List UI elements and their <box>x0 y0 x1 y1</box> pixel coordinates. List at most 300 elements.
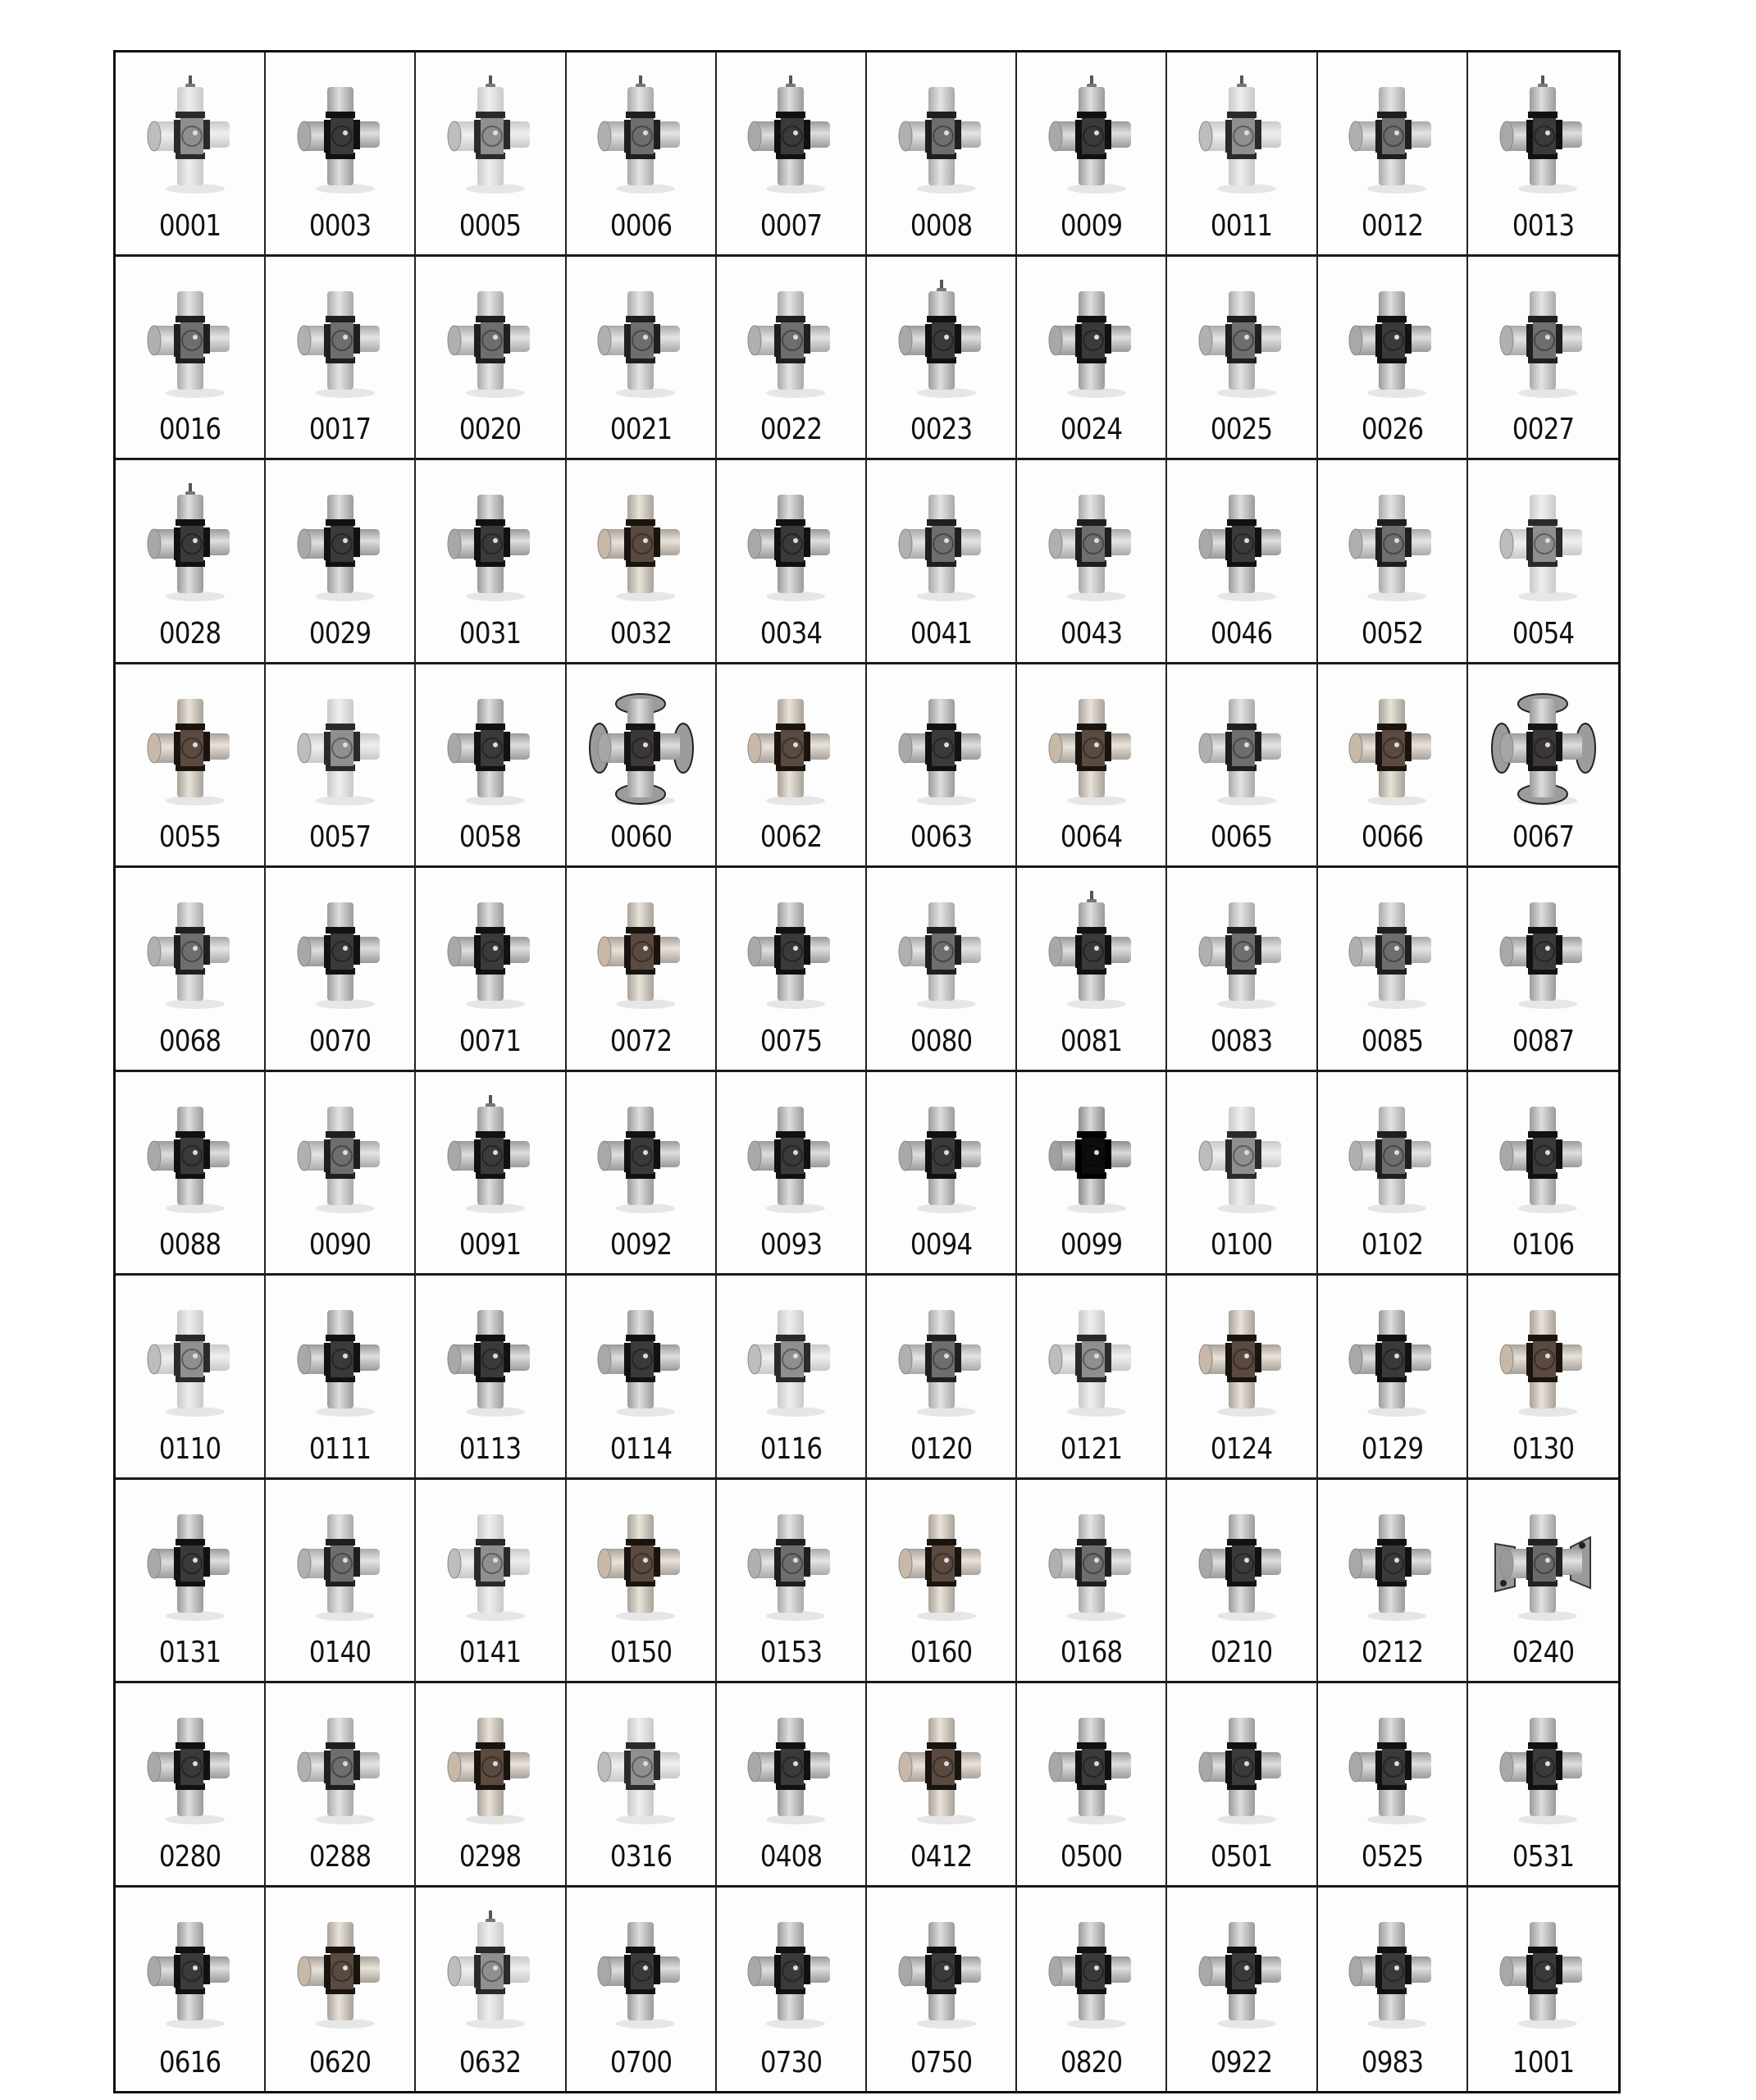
catalog-cell-0022[interactable] <box>717 257 867 461</box>
part-number-label: 0060 <box>609 820 672 854</box>
universal-joint-icon <box>1188 889 1296 1012</box>
part-number-label: 0028 <box>158 616 221 651</box>
part-number-label: 0116 <box>759 1431 823 1466</box>
universal-joint-icon <box>586 278 695 401</box>
universal-joint-icon <box>286 1501 395 1624</box>
universal-joint-icon <box>887 686 996 809</box>
catalog-cell-0005[interactable] <box>416 52 566 257</box>
universal-joint-icon <box>737 1909 845 2032</box>
universal-joint-icon <box>737 1297 845 1420</box>
catalog-cell-0316[interactable] <box>567 1683 717 1888</box>
universal-joint-icon <box>1188 1093 1296 1217</box>
universal-joint-icon <box>1489 1705 1597 1828</box>
catalog-cell-0298[interactable] <box>416 1683 566 1888</box>
part-number-label: 0500 <box>1060 1839 1123 1874</box>
catalog-cell-0026[interactable] <box>1318 257 1468 461</box>
catalog-cell-0043[interactable] <box>1017 460 1167 664</box>
catalog-cell-0114[interactable] <box>567 1276 717 1480</box>
part-number-label: 0110 <box>158 1431 221 1466</box>
universal-joint-icon <box>737 889 845 1012</box>
part-number-label: 0032 <box>609 616 672 651</box>
universal-joint-icon <box>1038 278 1146 401</box>
part-number-label: 0066 <box>1361 820 1423 854</box>
catalog-cell-0016[interactable] <box>116 257 266 461</box>
catalog-cell-0080[interactable] <box>867 868 1017 1072</box>
universal-joint-icon <box>286 1705 395 1828</box>
part-number-label: 0065 <box>1211 820 1273 854</box>
part-number-label: 0022 <box>759 413 823 446</box>
universal-joint-icon <box>1489 74 1597 197</box>
universal-joint-icon <box>1188 482 1296 605</box>
universal-joint-icon <box>586 686 695 809</box>
part-number-label: 0093 <box>759 1228 823 1262</box>
part-number-label: 0616 <box>158 2046 221 2079</box>
catalog-cell-0153[interactable] <box>717 1480 867 1684</box>
universal-joint-icon <box>737 1705 845 1828</box>
universal-joint-icon <box>1338 1501 1446 1624</box>
part-number-label: 0062 <box>759 820 823 854</box>
catalog-cell-0041[interactable] <box>867 460 1017 664</box>
part-number-label: 1001 <box>1512 2046 1575 2079</box>
universal-joint-icon <box>436 686 545 809</box>
part-number-label: 0017 <box>309 413 372 446</box>
catalog-cell-0075[interactable] <box>717 868 867 1072</box>
universal-joint-icon <box>1338 889 1446 1012</box>
catalog-cell-0063[interactable] <box>867 664 1017 869</box>
part-number-label: 0054 <box>1512 616 1575 651</box>
universal-joint-icon <box>1338 278 1446 401</box>
catalog-cell-0240[interactable] <box>1468 1480 1618 1684</box>
part-number-label: 0012 <box>1361 208 1423 243</box>
part-number-label: 0102 <box>1361 1228 1423 1262</box>
catalog-cell-0029[interactable] <box>266 460 416 664</box>
part-number-label: 0150 <box>609 1636 672 1669</box>
universal-joint-icon <box>436 482 545 605</box>
catalog-cell-0140[interactable] <box>266 1480 416 1684</box>
universal-joint-icon <box>737 1501 845 1624</box>
universal-joint-icon <box>586 1501 695 1624</box>
part-number-label: 0240 <box>1512 1636 1575 1669</box>
part-number-label: 0212 <box>1361 1636 1423 1669</box>
part-number-label: 0046 <box>1211 616 1273 651</box>
catalog-cell-0730[interactable] <box>717 1888 867 2092</box>
part-number-label: 0412 <box>910 1839 973 1874</box>
part-number-label: 0983 <box>1361 2046 1423 2079</box>
universal-joint-icon <box>436 1909 545 2032</box>
part-number-label: 0121 <box>1060 1431 1123 1466</box>
catalog-cell-0111[interactable] <box>266 1276 416 1480</box>
catalog-cell-0130[interactable] <box>1468 1276 1618 1480</box>
catalog-cell-0025[interactable] <box>1167 257 1317 461</box>
part-number-label: 0055 <box>158 820 221 854</box>
universal-joint-icon <box>586 74 695 197</box>
universal-joint-icon <box>286 1093 395 1217</box>
universal-joint-icon <box>586 889 695 1012</box>
catalog-cell-0116[interactable] <box>717 1276 867 1480</box>
universal-joint-icon <box>1038 74 1146 197</box>
part-number-label: 0129 <box>1361 1431 1423 1466</box>
catalog-cell-0099[interactable] <box>1017 1072 1167 1276</box>
universal-joint-icon <box>887 74 996 197</box>
universal-joint-icon <box>136 74 244 197</box>
catalog-cell-0632[interactable] <box>416 1888 566 2092</box>
part-number-label: 0020 <box>459 413 522 446</box>
catalog-cell-0017[interactable] <box>266 257 416 461</box>
part-number-label: 0114 <box>609 1431 672 1466</box>
universal-joint-icon <box>586 1297 695 1420</box>
universal-joint-icon <box>286 686 395 809</box>
universal-joint-icon <box>586 482 695 605</box>
catalog-cell-0210[interactable] <box>1167 1480 1317 1684</box>
part-number-label: 0021 <box>609 413 672 446</box>
catalog-cell-0100[interactable] <box>1167 1072 1317 1276</box>
catalog-cell-0150[interactable] <box>567 1480 717 1684</box>
catalog-cell-0027[interactable] <box>1468 257 1618 461</box>
catalog-cell-0616[interactable] <box>116 1888 266 2092</box>
part-number-label: 0141 <box>459 1636 522 1669</box>
catalog-cell-0124[interactable] <box>1167 1276 1317 1480</box>
universal-joint-icon <box>286 74 395 197</box>
part-number-label: 0025 <box>1211 413 1273 446</box>
universal-joint-icon <box>436 278 545 401</box>
part-number-label: 0083 <box>1211 1024 1273 1058</box>
universal-joint-icon <box>1038 1501 1146 1624</box>
catalog-cell-0007[interactable] <box>717 52 867 257</box>
part-number-label: 0009 <box>1060 208 1123 243</box>
universal-joint-icon <box>586 1909 695 2032</box>
part-number-label: 0075 <box>759 1024 823 1058</box>
catalog-cell-0121[interactable] <box>1017 1276 1167 1480</box>
catalog-cell-0068[interactable] <box>116 868 266 1072</box>
catalog-cell-0081[interactable] <box>1017 868 1167 1072</box>
universal-joint-icon <box>136 482 244 605</box>
universal-joint-icon <box>1188 686 1296 809</box>
catalog-cell-0052[interactable] <box>1318 460 1468 664</box>
catalog-cell-0280[interactable] <box>116 1683 266 1888</box>
universal-joint-icon <box>436 1705 545 1828</box>
part-number-label: 0408 <box>759 1839 823 1874</box>
part-number-label: 0730 <box>759 2046 823 2079</box>
part-number-label: 0280 <box>158 1839 221 1874</box>
part-number-label: 0034 <box>759 616 823 651</box>
part-number-label: 0016 <box>158 413 221 446</box>
catalog-cell-0008[interactable] <box>867 52 1017 257</box>
universal-joint-icon <box>1338 1705 1446 1828</box>
universal-joint-icon <box>586 1705 695 1828</box>
universal-joint-icon <box>286 889 395 1012</box>
catalog-cell-0062[interactable] <box>717 664 867 869</box>
universal-joint-icon <box>1188 278 1296 401</box>
universal-joint-icon <box>1489 1093 1597 1217</box>
universal-joint-icon <box>436 1297 545 1420</box>
universal-joint-icon <box>887 278 996 401</box>
universal-joint-icon <box>586 1093 695 1217</box>
universal-joint-icon <box>737 686 845 809</box>
part-number-label: 0081 <box>1060 1024 1123 1058</box>
universal-joint-icon <box>136 1297 244 1420</box>
catalog-cell-0067[interactable] <box>1468 664 1618 869</box>
universal-joint-icon <box>286 1909 395 2032</box>
part-number-label: 0007 <box>759 208 823 243</box>
part-number-label: 0140 <box>309 1636 372 1669</box>
universal-joint-icon <box>1489 1909 1597 2032</box>
catalog-cell-0983[interactable] <box>1318 1888 1468 2092</box>
catalog-cell-0500[interactable] <box>1017 1683 1167 1888</box>
catalog-cell-0001[interactable] <box>116 52 266 257</box>
catalog-cell-0083[interactable] <box>1167 868 1317 1072</box>
part-number-label: 0011 <box>1211 208 1273 243</box>
universal-joint-icon <box>1038 889 1146 1012</box>
universal-joint-icon <box>136 1093 244 1217</box>
universal-joint-icon <box>887 1909 996 2032</box>
part-number-label: 0057 <box>309 820 372 854</box>
part-number-label: 0087 <box>1512 1024 1575 1058</box>
universal-joint-icon <box>136 1909 244 2032</box>
universal-joint-icon <box>1038 1705 1146 1828</box>
catalog-cell-0064[interactable] <box>1017 664 1167 869</box>
part-number-label: 0168 <box>1060 1636 1123 1669</box>
part-number-label: 0922 <box>1211 2046 1273 2079</box>
universal-joint-icon <box>1489 1501 1597 1624</box>
catalog-cell-0408[interactable] <box>717 1683 867 1888</box>
part-number-label: 0001 <box>158 208 221 243</box>
catalog-cell-0006[interactable] <box>567 52 717 257</box>
catalog-cell-0028[interactable] <box>116 460 266 664</box>
catalog-cell-0057[interactable] <box>266 664 416 869</box>
catalog-cell-0032[interactable] <box>567 460 717 664</box>
catalog-cell-0160[interactable] <box>867 1480 1017 1684</box>
universal-joint-icon <box>887 1501 996 1624</box>
universal-joint-icon <box>1038 686 1146 809</box>
universal-joint-icon <box>1338 1909 1446 2032</box>
catalog-cell-0021[interactable] <box>567 257 717 461</box>
catalog-cell-0020[interactable] <box>416 257 566 461</box>
catalog-cell-0023[interactable] <box>867 257 1017 461</box>
part-number-label: 0632 <box>459 2046 522 2079</box>
part-number-label: 0100 <box>1211 1228 1273 1262</box>
universal-joint-icon <box>286 1297 395 1420</box>
catalog-cell-0288[interactable] <box>266 1683 416 1888</box>
catalog-cell-0131[interactable] <box>116 1480 266 1684</box>
part-number-label: 0008 <box>910 208 973 243</box>
catalog-cell-0058[interactable] <box>416 664 566 869</box>
part-number-label: 0099 <box>1060 1228 1123 1262</box>
universal-joint-icon <box>887 1093 996 1217</box>
part-number-label: 0003 <box>309 208 372 243</box>
part-number-label: 0091 <box>459 1228 522 1262</box>
universal-joint-icon <box>136 889 244 1012</box>
universal-joint-icon <box>737 482 845 605</box>
catalog-cell-0013[interactable] <box>1468 52 1618 257</box>
universal-joint-icon <box>1188 1909 1296 2032</box>
universal-joint-icon <box>887 482 996 605</box>
catalog-cell-0501[interactable] <box>1167 1683 1317 1888</box>
part-number-label: 0316 <box>609 1839 672 1874</box>
part-number-label: 0052 <box>1361 616 1423 651</box>
part-number-label: 0210 <box>1211 1636 1273 1669</box>
part-number-label: 0106 <box>1512 1228 1575 1262</box>
part-number-label: 0027 <box>1512 413 1575 446</box>
catalog-cell-0120[interactable] <box>867 1276 1017 1480</box>
universal-joint-icon <box>1188 1501 1296 1624</box>
catalog-cell-0085[interactable] <box>1318 868 1468 1072</box>
universal-joint-icon <box>136 278 244 401</box>
universal-joint-icon <box>1038 1093 1146 1217</box>
catalog-cell-0071[interactable] <box>416 868 566 1072</box>
part-number-label: 0026 <box>1361 413 1423 446</box>
catalog-cell-0090[interactable] <box>266 1072 416 1276</box>
universal-joint-icon <box>1338 74 1446 197</box>
part-number-label: 0111 <box>309 1431 372 1466</box>
catalog-cell-0003[interactable] <box>266 52 416 257</box>
part-number-label: 0131 <box>158 1636 221 1669</box>
part-number-label: 0090 <box>309 1228 372 1262</box>
universal-joint-icon <box>737 278 845 401</box>
part-number-label: 0094 <box>910 1228 973 1262</box>
part-number-label: 0068 <box>158 1024 221 1058</box>
part-number-label: 0006 <box>609 208 672 243</box>
catalog-cell-0141[interactable] <box>416 1480 566 1684</box>
catalog-cell-0820[interactable] <box>1017 1888 1167 2092</box>
part-number-label: 0024 <box>1060 413 1123 446</box>
catalog-cell-0106[interactable] <box>1468 1072 1618 1276</box>
part-number-label: 0070 <box>309 1024 372 1058</box>
catalog-cell-0700[interactable] <box>567 1888 717 2092</box>
part-number-label: 0525 <box>1361 1839 1423 1874</box>
universal-joint-catalog-grid <box>113 50 1621 2093</box>
catalog-cell-0620[interactable] <box>266 1888 416 2092</box>
catalog-cell-0034[interactable] <box>717 460 867 664</box>
part-number-label: 0750 <box>910 2046 973 2079</box>
part-number-label: 0005 <box>459 208 522 243</box>
catalog-cell-0088[interactable] <box>116 1072 266 1276</box>
catalog-cell-0066[interactable] <box>1318 664 1468 869</box>
part-number-label: 0085 <box>1361 1024 1423 1058</box>
part-number-label: 0288 <box>309 1839 372 1874</box>
catalog-cell-0024[interactable] <box>1017 257 1167 461</box>
part-number-label: 0072 <box>609 1024 672 1058</box>
part-number-label: 0820 <box>1060 2046 1123 2079</box>
universal-joint-icon <box>737 1093 845 1217</box>
universal-joint-icon <box>1188 74 1296 197</box>
catalog-cell-0072[interactable] <box>567 868 717 1072</box>
catalog-cell-0212[interactable] <box>1318 1480 1468 1684</box>
universal-joint-icon <box>1038 482 1146 605</box>
catalog-cell-0525[interactable] <box>1318 1683 1468 1888</box>
catalog-cell-0750[interactable] <box>867 1888 1017 2092</box>
universal-joint-icon <box>286 278 395 401</box>
universal-joint-icon <box>136 686 244 809</box>
universal-joint-icon <box>1038 1909 1146 2032</box>
part-number-label: 0120 <box>910 1431 973 1466</box>
catalog-cell-0092[interactable] <box>567 1072 717 1276</box>
part-number-label: 0124 <box>1211 1431 1273 1466</box>
part-number-label: 0071 <box>459 1024 522 1058</box>
part-number-label: 0620 <box>309 2046 372 2079</box>
part-number-label: 0088 <box>158 1228 221 1262</box>
universal-joint-icon <box>436 1093 545 1217</box>
universal-joint-icon <box>1338 482 1446 605</box>
catalog-cell-0087[interactable] <box>1468 868 1618 1072</box>
part-number-label: 0029 <box>309 616 372 651</box>
catalog-cell-0922[interactable] <box>1167 1888 1317 2092</box>
part-number-label: 0531 <box>1512 1839 1575 1874</box>
catalog-cell-0113[interactable] <box>416 1276 566 1480</box>
catalog-cell-0060[interactable] <box>567 664 717 869</box>
universal-joint-icon <box>887 1705 996 1828</box>
catalog-cell-0093[interactable] <box>717 1072 867 1276</box>
universal-joint-icon <box>1489 1297 1597 1420</box>
universal-joint-icon <box>887 1297 996 1420</box>
universal-joint-icon <box>1038 1297 1146 1420</box>
catalog-cell-0012[interactable] <box>1318 52 1468 257</box>
universal-joint-icon <box>436 889 545 1012</box>
part-number-label: 0043 <box>1060 616 1123 651</box>
catalog-cell-0168[interactable] <box>1017 1480 1167 1684</box>
catalog-cell-0046[interactable] <box>1167 460 1317 664</box>
catalog-cell-0091[interactable] <box>416 1072 566 1276</box>
catalog-cell-0065[interactable] <box>1167 664 1317 869</box>
universal-joint-icon <box>1338 1297 1446 1420</box>
universal-joint-icon <box>1188 1705 1296 1828</box>
part-number-label: 0031 <box>459 616 522 651</box>
catalog-cell-0412[interactable] <box>867 1683 1017 1888</box>
catalog-cell-0054[interactable] <box>1468 460 1618 664</box>
universal-joint-icon <box>887 889 996 1012</box>
part-number-label: 0063 <box>910 820 973 854</box>
part-number-label: 0013 <box>1512 208 1575 243</box>
catalog-cell-0531[interactable] <box>1468 1683 1618 1888</box>
catalog-cell-0009[interactable] <box>1017 52 1167 257</box>
universal-joint-icon <box>136 1501 244 1624</box>
universal-joint-icon <box>436 1501 545 1624</box>
part-number-label: 0023 <box>910 413 973 446</box>
universal-joint-icon <box>1489 278 1597 401</box>
catalog-cell-0031[interactable] <box>416 460 566 664</box>
part-number-label: 0298 <box>459 1839 522 1874</box>
part-number-label: 0067 <box>1512 820 1575 854</box>
catalog-cell-1001[interactable] <box>1468 1888 1618 2092</box>
catalog-cell-0094[interactable] <box>867 1072 1017 1276</box>
part-number-label: 0080 <box>910 1024 973 1058</box>
catalog-cell-0055[interactable] <box>116 664 266 869</box>
universal-joint-icon <box>1489 889 1597 1012</box>
part-number-label: 0064 <box>1060 820 1123 854</box>
part-number-label: 0113 <box>459 1431 522 1466</box>
universal-joint-icon <box>737 74 845 197</box>
universal-joint-icon <box>436 74 545 197</box>
universal-joint-icon <box>1489 482 1597 605</box>
universal-joint-icon <box>1338 686 1446 809</box>
catalog-cell-0110[interactable] <box>116 1276 266 1480</box>
universal-joint-icon <box>1338 1093 1446 1217</box>
part-number-label: 0153 <box>759 1636 823 1669</box>
universal-joint-icon <box>1188 1297 1296 1420</box>
universal-joint-icon <box>1489 686 1597 809</box>
catalog-cell-0070[interactable] <box>266 868 416 1072</box>
part-number-label: 0130 <box>1512 1431 1575 1466</box>
part-number-label: 0501 <box>1211 1839 1273 1874</box>
part-number-label: 0160 <box>910 1636 973 1669</box>
part-number-label: 0058 <box>459 820 522 854</box>
universal-joint-icon <box>286 482 395 605</box>
catalog-cell-0102[interactable] <box>1318 1072 1468 1276</box>
part-number-label: 0092 <box>609 1228 672 1262</box>
part-number-label: 0700 <box>609 2046 672 2079</box>
universal-joint-icon <box>136 1705 244 1828</box>
catalog-cell-0011[interactable] <box>1167 52 1317 257</box>
catalog-cell-0129[interactable] <box>1318 1276 1468 1480</box>
